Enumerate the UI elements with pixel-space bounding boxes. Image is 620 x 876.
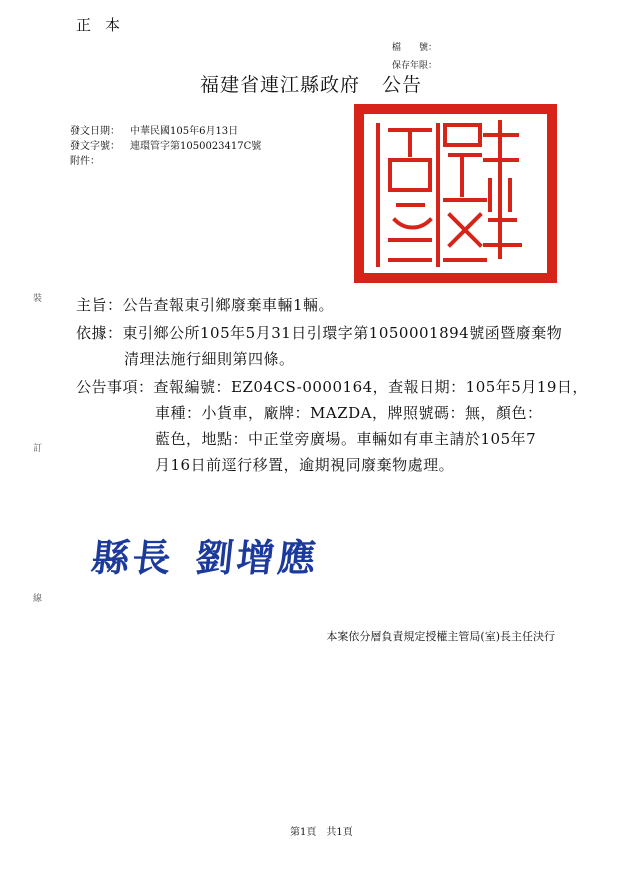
page-title bbox=[200, 70, 422, 97]
issuer-name: 福建省連江縣政府 bbox=[200, 74, 361, 96]
page-number: 第1頁 bbox=[290, 827, 317, 838]
attachment-label: 附件： bbox=[70, 156, 100, 167]
issue-date-label: 發文日期： bbox=[70, 126, 120, 137]
announcement-line: 查報編號：EZ04CS-0000164，查報日期：105年5月19日， bbox=[153, 378, 588, 396]
subject-label: 主旨： bbox=[76, 296, 123, 314]
announcement-line: 車種：小貨車，廠牌：MAZDA，牌照號碼：無，顏色： bbox=[155, 404, 543, 422]
document-type: 公告 bbox=[382, 74, 423, 96]
issue-date-value: 中華民國105年6月13日 bbox=[130, 126, 239, 137]
retention-label: 保存年限： bbox=[392, 61, 438, 71]
basis-line: 東引鄉公所105年5月31日引環字第1050001894號函暨廢棄物 bbox=[122, 324, 563, 342]
announcement-label: 公告事項： bbox=[76, 378, 154, 396]
reference-number-value: 連環管字第1050023417C號 bbox=[130, 141, 262, 152]
reference-number-label: 發文字號： bbox=[70, 141, 120, 152]
magistrate-signature bbox=[89, 527, 322, 582]
basis-row bbox=[76, 322, 562, 343]
official-seal bbox=[350, 100, 561, 287]
binding-mark: 訂 bbox=[33, 444, 43, 454]
basis-label: 依據： bbox=[76, 324, 123, 342]
binding-mark: 線 bbox=[33, 594, 43, 604]
attachment-row bbox=[70, 152, 130, 167]
announcement-row bbox=[76, 376, 588, 397]
seal-stamp-icon bbox=[350, 100, 561, 287]
reference-number-row bbox=[70, 137, 261, 152]
subject-text: 公告查報東引鄉廢棄車輛1輛。 bbox=[122, 296, 335, 314]
file-number-label: 檔 號： bbox=[392, 43, 438, 53]
signature-title: 縣長 bbox=[89, 535, 177, 580]
binding-mark: 裝 bbox=[33, 294, 43, 304]
subject-row bbox=[76, 294, 334, 315]
announcement-line: 月16日前逕行移置，逾期視同廢棄物處理。 bbox=[155, 456, 455, 474]
basis-line: 清理法施行細則第四條。 bbox=[124, 350, 295, 368]
copy-mark: 正本 bbox=[76, 16, 135, 34]
signature-name: 劉增應 bbox=[193, 535, 322, 580]
announcement-line: 藍色，地點：中正堂旁廣場。車輛如有車主請於105年7 bbox=[155, 430, 537, 448]
delegation-note: 本案依分層負責規定授權主管局(室)長主任決行 bbox=[326, 630, 555, 643]
page-counter bbox=[290, 823, 353, 838]
page-total: 共1頁 bbox=[326, 827, 353, 838]
issue-date-row bbox=[70, 122, 238, 137]
